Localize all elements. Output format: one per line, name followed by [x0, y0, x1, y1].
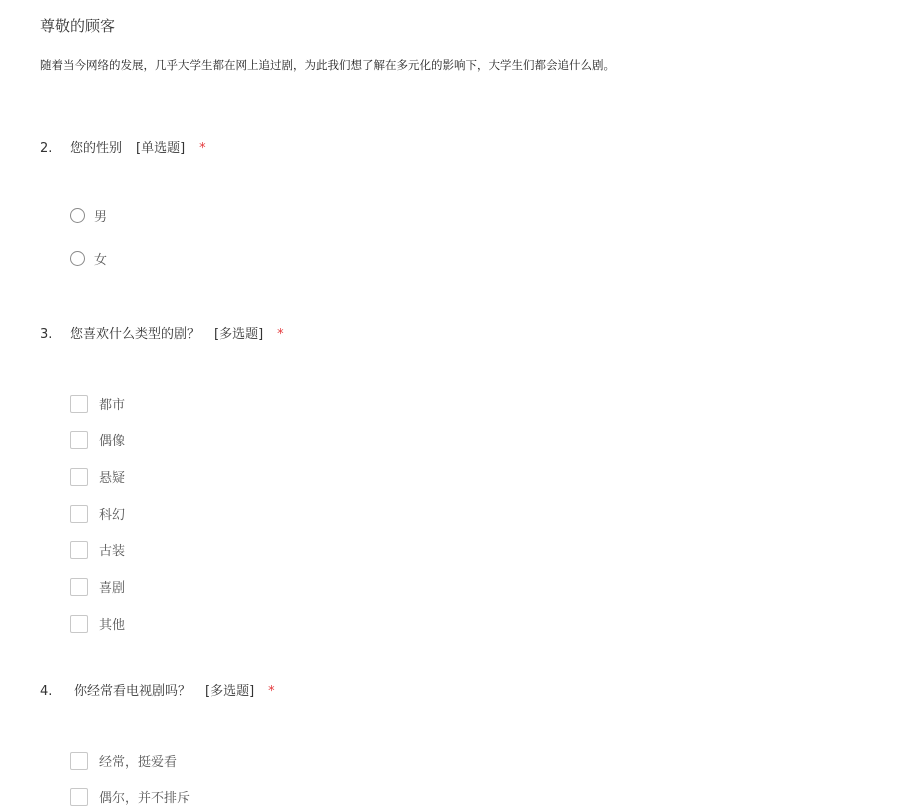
- option-label: 都市: [99, 398, 126, 413]
- question-4-title-row: [40, 680, 275, 699]
- option-comedy[interactable]: [70, 577, 125, 596]
- option-other[interactable]: [70, 614, 125, 633]
- required-asterisk: *: [277, 327, 284, 342]
- question-title: 您喜欢什么类型的剧？: [70, 327, 201, 342]
- option-scifi[interactable]: [70, 504, 125, 523]
- option-urban[interactable]: [70, 394, 125, 413]
- checkbox[interactable]: [70, 615, 88, 633]
- question-title: 你经常看电视剧吗？: [74, 684, 192, 699]
- option-costume[interactable]: [70, 540, 125, 559]
- checkbox[interactable]: [70, 541, 88, 559]
- option-female[interactable]: [70, 249, 107, 268]
- option-label: 喜剧: [99, 581, 126, 596]
- checkbox[interactable]: [70, 578, 88, 596]
- required-asterisk: *: [199, 141, 206, 156]
- question-number: 2.: [40, 141, 53, 156]
- checkbox[interactable]: [70, 505, 88, 523]
- option-label: 经常，挺爱看: [99, 755, 178, 770]
- option-label: 古装: [99, 544, 126, 559]
- option-mystery[interactable]: [70, 467, 125, 486]
- question-3-title-row: [40, 323, 284, 342]
- required-asterisk: *: [268, 684, 275, 699]
- option-label: 偶像: [99, 434, 126, 449]
- checkbox[interactable]: [70, 431, 88, 449]
- option-label: 悬疑: [99, 471, 126, 486]
- question-type-label: [单选题]: [136, 141, 186, 156]
- question-number: 4.: [40, 684, 53, 699]
- option-occasionally[interactable]: [70, 787, 190, 806]
- question-type-label: [多选题]: [214, 327, 264, 342]
- survey-intro: 随着当今网络的发展，几乎大学生都在网上追过剧，为此我们想了解在多元化的影响下，大学生们都会追什么剧。: [40, 58, 615, 72]
- option-label: 男: [94, 210, 108, 225]
- checkbox[interactable]: [70, 788, 88, 806]
- option-male[interactable]: [70, 206, 107, 225]
- question-number: 3.: [40, 327, 53, 342]
- survey-greeting: 尊敬的顾客: [40, 17, 116, 35]
- checkbox[interactable]: [70, 752, 88, 770]
- checkbox[interactable]: [70, 468, 88, 486]
- option-idol[interactable]: [70, 430, 125, 449]
- radio-button[interactable]: [70, 208, 85, 223]
- question-2-title-row: [40, 137, 206, 156]
- question-title: 您的性别: [70, 141, 123, 156]
- option-often[interactable]: [70, 751, 177, 770]
- option-label: 女: [94, 253, 108, 268]
- radio-button[interactable]: [70, 251, 85, 266]
- checkbox[interactable]: [70, 395, 88, 413]
- option-label: 科幻: [99, 508, 126, 523]
- question-type-label: [多选题]: [205, 684, 255, 699]
- option-label: 偶尔，并不排斥: [99, 791, 191, 806]
- option-label: 其他: [99, 618, 126, 633]
